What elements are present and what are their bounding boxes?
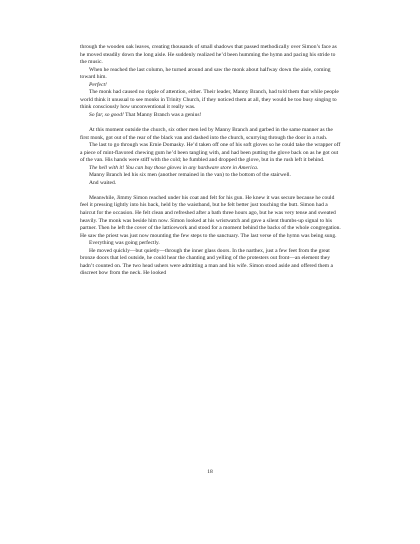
paragraph: The monk had caused no ripple of attention, either. Their leader, Manny Branch, had told them that while people world think it unusual to see monks in Trinity Church, if they noticed them at all, they would be too busy singing to think consciously how unconventional it really was.	[80, 89, 339, 111]
paragraph-text: That Manny Branch was a genius!	[123, 111, 202, 118]
paragraph: Perfect!	[89, 81, 107, 88]
body-text	[80, 44, 342, 278]
paragraph: Meanwhile, Jimmy Simon reached under his coat and felt for his gun. He knew it was secure because he could feel it pressing lightly into his back, held by the waistband, but he felt better just touching the butt. Simon had a haircut for the occasion. He felt clean and refreshed after a bath three hours ago, but he was very tense and sweated heavily. The monk was beside him now. Simon looked at his wristwatch and gave a silent thumbs-up signal to his partner. Then he left the cover of the latticework and stood for a moment behind the backs of the whole congregation. He saw the priest was just now mounting the few steps to the sanctuary. The last verse of the hymn was being sung.	[80, 194, 341, 239]
paragraph: When he reached the last column, he turned around and saw the monk about halfway down the aisle, coming toward him.	[80, 66, 331, 81]
paragraph: And waited.	[89, 179, 117, 186]
paragraph: The hell with it! You can buy those gloves in any hardware store in America.	[89, 164, 259, 171]
paragraph: Manny Branch led his six men (another remained in the van) to the bottom of the stairwell.	[89, 172, 291, 179]
paragraph: The last to go through was Ernie Domasky. He’d taken off one of his soft gloves so he could take the wrapper off a piece of mint-flavored chewing gum he’d been tangling with, and had been putting the glove back on as he got out of the van. His hands were stiff with the cold; he fumbled and dropped the glove, but in the rush left it behind.	[80, 142, 341, 164]
paragraph: through the wooden oak leaves, creating thousands of small shadows that passed methodically over Simon’s face as he moved steadily down the long aisle. He suddenly realized he’d been humming the hymn and pacing his stride to the music.	[80, 44, 337, 66]
paragraph	[80, 112, 342, 120]
paragraph: He moved quickly—but quietly—through the inner glass doors. In the narthex, just a few feet from the great bronze doors that led outside, he could hear the chanting and yelling of the protesters out front—an element they hadn’t counted on. The two head ushers were admitting a man and his wife. Simon stood aside and offered them a discreet bow from the neck. He looked	[80, 247, 333, 277]
page-number: 18	[207, 469, 213, 475]
paragraph: Everything was going perfectly.	[89, 240, 160, 247]
paragraph: At this moment outside the church, six other men led by Manny Branch and garbed in the same manner as the first monk, got out of the rear of the black van and dashed into the church, scurrying through the door in a rush.	[80, 127, 333, 141]
italic-phrase: So far, so good!	[89, 111, 124, 118]
